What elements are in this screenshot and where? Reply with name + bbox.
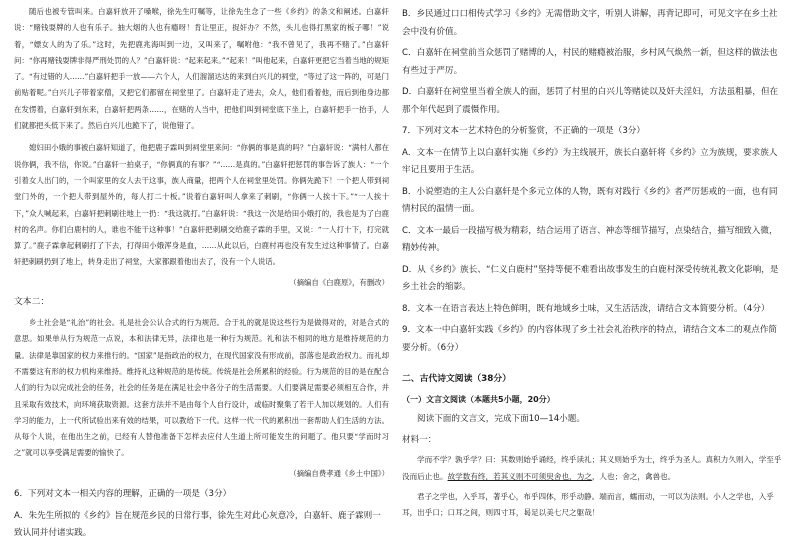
reading-instruction: 阅读下面的文言文，完成下面10—14小题。 — [417, 414, 585, 424]
subsection-heading: （一）文言文阅读（本题共5小题，20分） — [402, 395, 555, 404]
question-7-option-c: C．文本一最后一段描写极为精彩，结合运用了语言、神态等细节描写，点染结合，描写细致入微，精妙传神。 — [402, 225, 778, 253]
question-6-option-d: D．白嘉轩在祠堂里当着全族人的面，惩罚了村里的白兴儿等赌徒以及奸夫淫妇，方法虽粗暴，但在那个年代起到了震慑作用。 — [402, 87, 779, 115]
underlined-sentence: 故学数有终，若其义则不可须臾舍也，为之 — [447, 471, 592, 481]
question-7-option-b: B．小说塑造的主人公白嘉轩是个多元立体的人物，既有对践行《乡约》者严厉惩戒的一面，也有同情村民的温情一面。 — [402, 186, 778, 214]
question-6-option-b: B．乡民通过口口相传式学习《乡约》无需借助文字，听别人讲解，再背记即可，可见文字在乡土社会中没有价值。 — [402, 9, 778, 37]
question-7-option-a: A．文本一在情节上以白嘉轩实施《乡约》为主线展开，族长白嘉轩将《乡约》立为族规，要求族人牢记且要用于生活。 — [402, 147, 778, 175]
essay-paragraph: 乡土社会是“礼治”的社会。礼是社会公认合式的行为规范。合于礼的就是说这些行为是做得对的，对是合式的意思。如果单从行为规范一点说，本和法律无异，法律也是一种行为规范。礼和法不相同的地方是维持规范的力量。法律是靠国家的权力来推行的。“国家”是指政治的权力，在现代国家没有形成前，部落也是政治权力。而礼却不需要这有形的权力机构来维持。维持礼这种规范的是传统。传统是社会所累积的经验。行为规范的目的是在配合人们的行为以完成社会的任务，社会的任务是在满足社会中各分子的生活需要。人们要满足需要必须相互合作，并且采取有效技术，向环境获取资源。这套方法并不是由每个人自行设计，或临时聚集了若干人加以规划的。人们有学习的能力，上一代所试验出来有效的结果，可以教给下一代。这样一代一代的累积出一套帮助人们生活的方法。从每个人说，在他出生之前，已经有人替他准备下怎样去应付人生道上所可能发生的问题了。他只要“学而时习之”就可以享受满足需要的愉快了。 — [14, 318, 389, 458]
right-column — [402, 0, 782, 522]
question-7: 7．下列对文本一艺术特色的分析鉴赏，不正确的一项是（3分） — [402, 126, 645, 136]
classical-text-end: ，人也；舍之，禽兽也。 — [591, 471, 676, 481]
question-6-option-a: A．朱先生所拟的《乡约》旨在规范乡民的日常行事，徐先生对此心灰意冷，白嘉轩、鹿子霖则一致认同并付诸实践。 — [14, 510, 381, 539]
story-paragraph-1: 随后也被专管叫来。白嘉轩放开了嗓喉，徐先生叮嘱等，让徐先生念了一些《乡约》的条文和阐述。白嘉轩说：“赌钱耍牌的人也有乐子。抽大烟的人也有瘾呀！肯让里正，捉奸办？不然，头儿也得打黑家的板子哪！”说着，“嫖女人的为了乐。”这时，先把鹿兆海叫到一边，又叫来了，嘱咐他：“我不曾见了，我再不赌了。”白嘉轩问：“你再赌钱耍牌非得严刑处罚的人？”白嘉轩说：“起来起来。”“起来！”叫他起来，白嘉轩更把它当着当地的规矩了。“有过错的人……”白嘉轩把手一放——六个人，人们溜溜达达的来到白兴儿的祠堂，“等过了这一阵的，可是门前贴着呢。”白兴儿子带着家僧，又把它们都留在祠堂里了。白嘉轩走了进去，众人，他们看着他，而后到他身边都在发愣着，白嘉轩到东来，白嘉轩把两条……，在赌的人当中，把他们叫到祠堂底下坐上，白嘉轩把手一抬手，人们就都把头低下来了。然后白兴儿也跪下了，说他错了。 — [14, 7, 389, 131]
text2-source: （摘编自费孝通《乡土中国》） — [289, 468, 389, 478]
section-2-heading: 二、古代诗文阅读（38分） — [402, 374, 512, 384]
text1-source: （摘编自《白鹿原》，有删改） — [289, 277, 389, 287]
left-column — [14, 0, 389, 543]
classical-paragraph-2: 君子之学也，入乎耳，著乎心，布乎四体，形乎动静。端而言，蠕而动，一可以为法则。小人之学也，入乎耳，出乎口；口耳之间，则四寸耳，曷足以美七尺之躯哉！ — [402, 491, 774, 518]
question-6-option-c: C．白嘉轩在祠堂前当众惩罚了赌博的人，村民的赌瘾被治服，乡村风气焕然一新，但这样的做法也有些过于严厉。 — [402, 48, 778, 76]
question-7-option-d: D．从《乡约》族长、“仁义白鹿村”坚持等便不难看出故事发生的白鹿村深受传统礼教文化影响，是乡土社会的缩影。 — [402, 264, 779, 292]
classical-text-start: 学而不学？孰乎学？曰：其数则始乎诵经，终乎读礼；其义则始乎为士，终乎为圣人。真积力久则入，学至乎没而后止也。 — [402, 455, 782, 481]
question-9: 9．文本一中白嘉轩实践《乡约》的内容体现了乡土社会礼治秩序的特点，请结合文本二的观点作简要分析。（6分） — [402, 325, 778, 353]
story-paragraph-2: 媳妇田小娥的事被白嘉轩知道了，他把鹿子霖叫到祠堂里来问：“你俩的事是真的吗？”白嘉轩说：“满村人都在说你俩，我不信，你说。”白嘉轩一拍桌子，“你俩真的有事？”“……是真的。”白嘉轩把惩罚的事告诉了族人：“一个引着女人出门的，一个叫家里的女人去干这事，族人商量，把两个人在祠堂里处罚。你俩先跪下！一个把人带到祠堂门外的，一个把人带到屋外的，每人打二十板。”说着白嘉轩叫人拿来了刺刷，“你俩一人挨十下。”“一人挨十下，”众人喊起来，白嘉轩把刺刷往地上一扔：“我这就打。”白嘉轩说：“我这一次是给田小娥打的，我也是为了白鹿村的名声。你们白鹿村的人，谁也不能干这种事！”白嘉轩把刺刷交给鹿子霖的手里，又说：“一人打十下，打完就算了。”鹿子霖拿起刺刷打了下去，打得田小娥浑身是血，……从此以后，白鹿村再也没有发生过这种事情了。白嘉轩把刺刷扔到了地上，转身走出了祠堂，大家都跟着他出去了，没有一个人说话。 — [14, 143, 389, 267]
text2-label: 文本二： — [14, 297, 50, 308]
question-6: 6．下列对文本一相关内容的理解，正确的一项是（3分） — [14, 489, 232, 500]
classical-paragraph-1 — [402, 452, 782, 486]
material-1-label: 材料一： — [402, 434, 437, 445]
question-8: 8．文本一在语言表达上特色鲜明，既有地域乡土味，又生活活泼，请结合文本简要分析。（4分） — [402, 303, 770, 314]
